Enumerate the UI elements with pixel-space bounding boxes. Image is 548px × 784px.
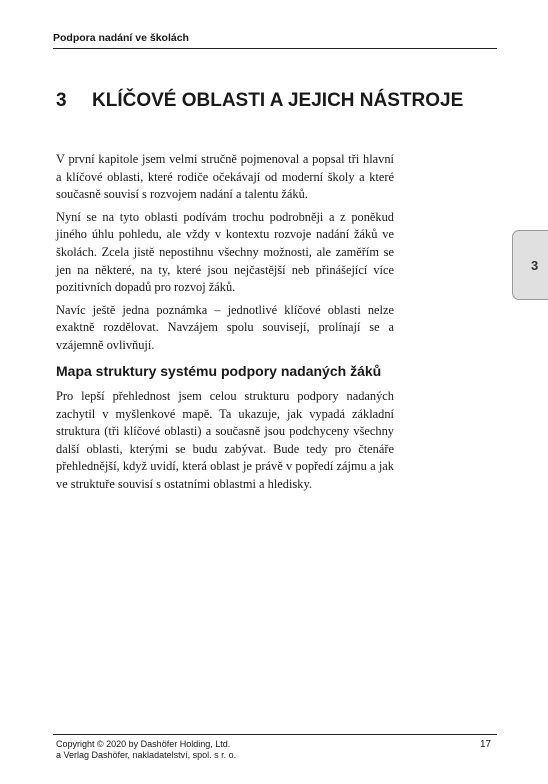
chapter-title: KLÍČOVÉ OBLASTI A JEJICH NÁSTROJE bbox=[92, 90, 464, 111]
publisher-line: a Verlag Dashöfer, nakladatelství, spol. s r. o. bbox=[56, 750, 237, 760]
intro-text bbox=[56, 151, 394, 360]
paragraph: Navíc ještě jedna poznámka – jednotlivé klíčové oblasti nelze exaktně rozdělovat. Navzájem spolu souvisejí, prolínají se a vzájemně ovlivňují. bbox=[56, 302, 394, 352]
chapter-number: 3 bbox=[56, 90, 67, 111]
paragraph: Pro lepší přehlednost jsem celou strukturu podpory nadaných zachytil v myšlenkové mapě. Ta ukazuje, jak vypadá základní struktura (tři klíčové oblasti) a současně jsou podchyceny všechny další oblasti, kterými se budu zabývat. Bude tedy pro čtenáře přehlednější, když uvidí, která oblast je právě v popředí zájmu a jak ve struktuře souvisí s ostatními oblastmi a hledisky. bbox=[56, 389, 394, 491]
chapter-heading bbox=[56, 90, 476, 112]
chapter-thumb-tab bbox=[512, 230, 548, 300]
section-text bbox=[56, 388, 394, 499]
copyright-line: Copyright © 2020 by Dashöfer Holding, Ltd. bbox=[56, 739, 231, 749]
chapter-tab-label: 3 bbox=[531, 258, 539, 273]
paragraph: Nyní se na tyto oblasti podívám trochu podrobněji a z poněkud jiného úhlu pohledu, ale vždy v kontextu rozvoje nadání žáků ve školách. Zcela jistě nepostihnu všechny možnosti, ale zaměřím se jen na některé, na ty, které jsou nejčastější neb přinášející více pozitivních dopadů pro rozvoj žáků. bbox=[56, 209, 394, 295]
footer-divider bbox=[53, 734, 497, 735]
paragraph: V první kapitole jsem velmi stručně pojmenoval a popsal tři hlavní a klíčové oblasti, které rodiče očekávají od moderní školy a které současně souvisí s rozvojem nadání a talentu žáků. bbox=[56, 152, 394, 202]
page-number: 17 bbox=[480, 739, 492, 750]
footer-copyright bbox=[56, 739, 236, 761]
running-header: Podpora nadání ve školách bbox=[53, 32, 497, 49]
section-heading: Mapa struktury systému podpory nadaných žáků bbox=[56, 363, 382, 379]
